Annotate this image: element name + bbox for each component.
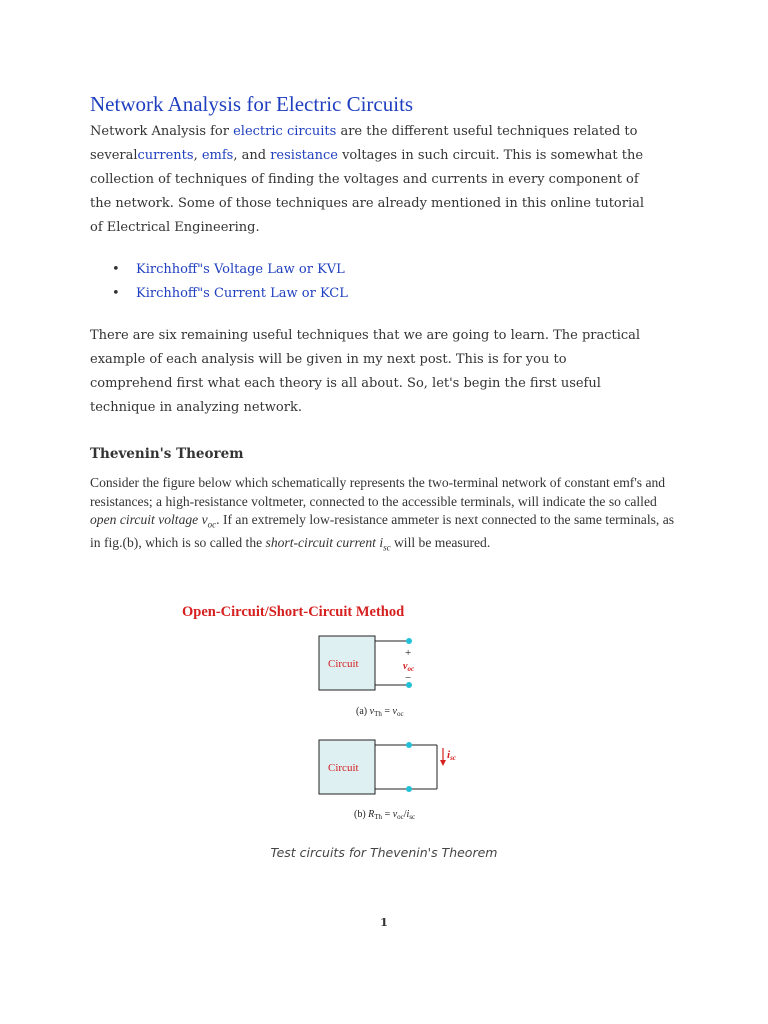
- link-electric-circuits[interactable]: electric circuits: [233, 124, 337, 139]
- second-paragraph: There are six remaining useful techniques that we are going to learn. The practical example of each analysis will be given in my next post. This is for you to comprehend first what each theory is all about. So, let's begin the first useful technique in analyzing network.: [90, 328, 641, 415]
- caption-a: (a) $v_{Th} = v_{oc}$: [356, 706, 404, 718]
- link-kcl[interactable]: Kirchhoff"s Current Law or KCL: [136, 286, 348, 301]
- intro-text-2: are the different useful techniques related to several: [90, 124, 638, 163]
- thevenin-paragraph: [90, 474, 682, 557]
- terminal-b-top: [406, 742, 412, 748]
- circuit-label-b: Circuit: [328, 762, 359, 774]
- page-number: 1: [379, 915, 388, 929]
- figure-title: Open-Circuit/Short-Circuit Method: [182, 604, 405, 620]
- list-item-kvl[interactable]: [90, 258, 348, 282]
- term-subscript: sc: [383, 542, 391, 553]
- link-kvl[interactable]: Kirchhoff"s Voltage Law or KVL: [136, 262, 345, 277]
- intro-text-3: ,: [193, 148, 202, 163]
- terminal-a-top: [406, 638, 412, 644]
- intro-text-4: , and: [233, 148, 271, 163]
- thevenin-text-2: . If an extremely low-resistance ammeter is next connected to the same terminals, as in fig.(b), which is so called the: [90, 512, 675, 551]
- section-heading: Thevenin's Theorem: [90, 446, 244, 462]
- figure-caption: Test circuits for Thevenin's Theorem: [270, 845, 498, 860]
- circuit-diagram: [178, 596, 456, 832]
- list-item-kcl[interactable]: [90, 282, 348, 306]
- minus-sign: −: [405, 672, 412, 684]
- caption-b: (b) $R_{Th} = v_{oc}/i_{sc}$: [354, 809, 416, 821]
- law-list: [90, 258, 348, 306]
- circuit-figure: [178, 596, 456, 832]
- bullet-icon: •: [112, 262, 120, 277]
- thevenin-text-1: Consider the figure below which schematically represents the two-terminal network of constant emf's and resistances; a high-resistance voltmeter, connected to the accessible terminals, will indicate the so called: [90, 475, 666, 509]
- short-circuit-current-term: [265, 535, 391, 553]
- thevenin-text-3: will be measured.: [390, 535, 491, 551]
- intro-text-5: voltages in such circuit. This is somewhat the collection of techniques of finding the voltages and currents in every component of the network. Some of those techniques are already mentioned in this online tutorial of Electrical Engineering.: [90, 148, 645, 235]
- intro-paragraph: [90, 120, 650, 240]
- term-subscript: oc: [207, 519, 217, 530]
- open-circuit-voltage-term: [90, 512, 217, 530]
- page-title: Network Analysis for Electric Circuits: [90, 92, 414, 116]
- current-arrow-icon: [440, 760, 446, 766]
- link-resistance[interactable]: resistance: [270, 148, 338, 163]
- circuit-label-a: Circuit: [328, 658, 359, 670]
- link-emfs[interactable]: emfs: [201, 148, 234, 163]
- isc-label: isc: [447, 749, 456, 762]
- plus-sign: +: [405, 647, 412, 659]
- link-currents[interactable]: currents: [137, 148, 194, 163]
- term-text: open circuit voltage v: [90, 512, 208, 527]
- voc-label: $v_{oc}$: [403, 661, 415, 673]
- bullet-icon: •: [112, 286, 120, 301]
- intro-text-1: Network Analysis for: [90, 124, 234, 139]
- term-text: short-circuit current i: [265, 535, 384, 551]
- terminal-b-bottom: [406, 786, 412, 792]
